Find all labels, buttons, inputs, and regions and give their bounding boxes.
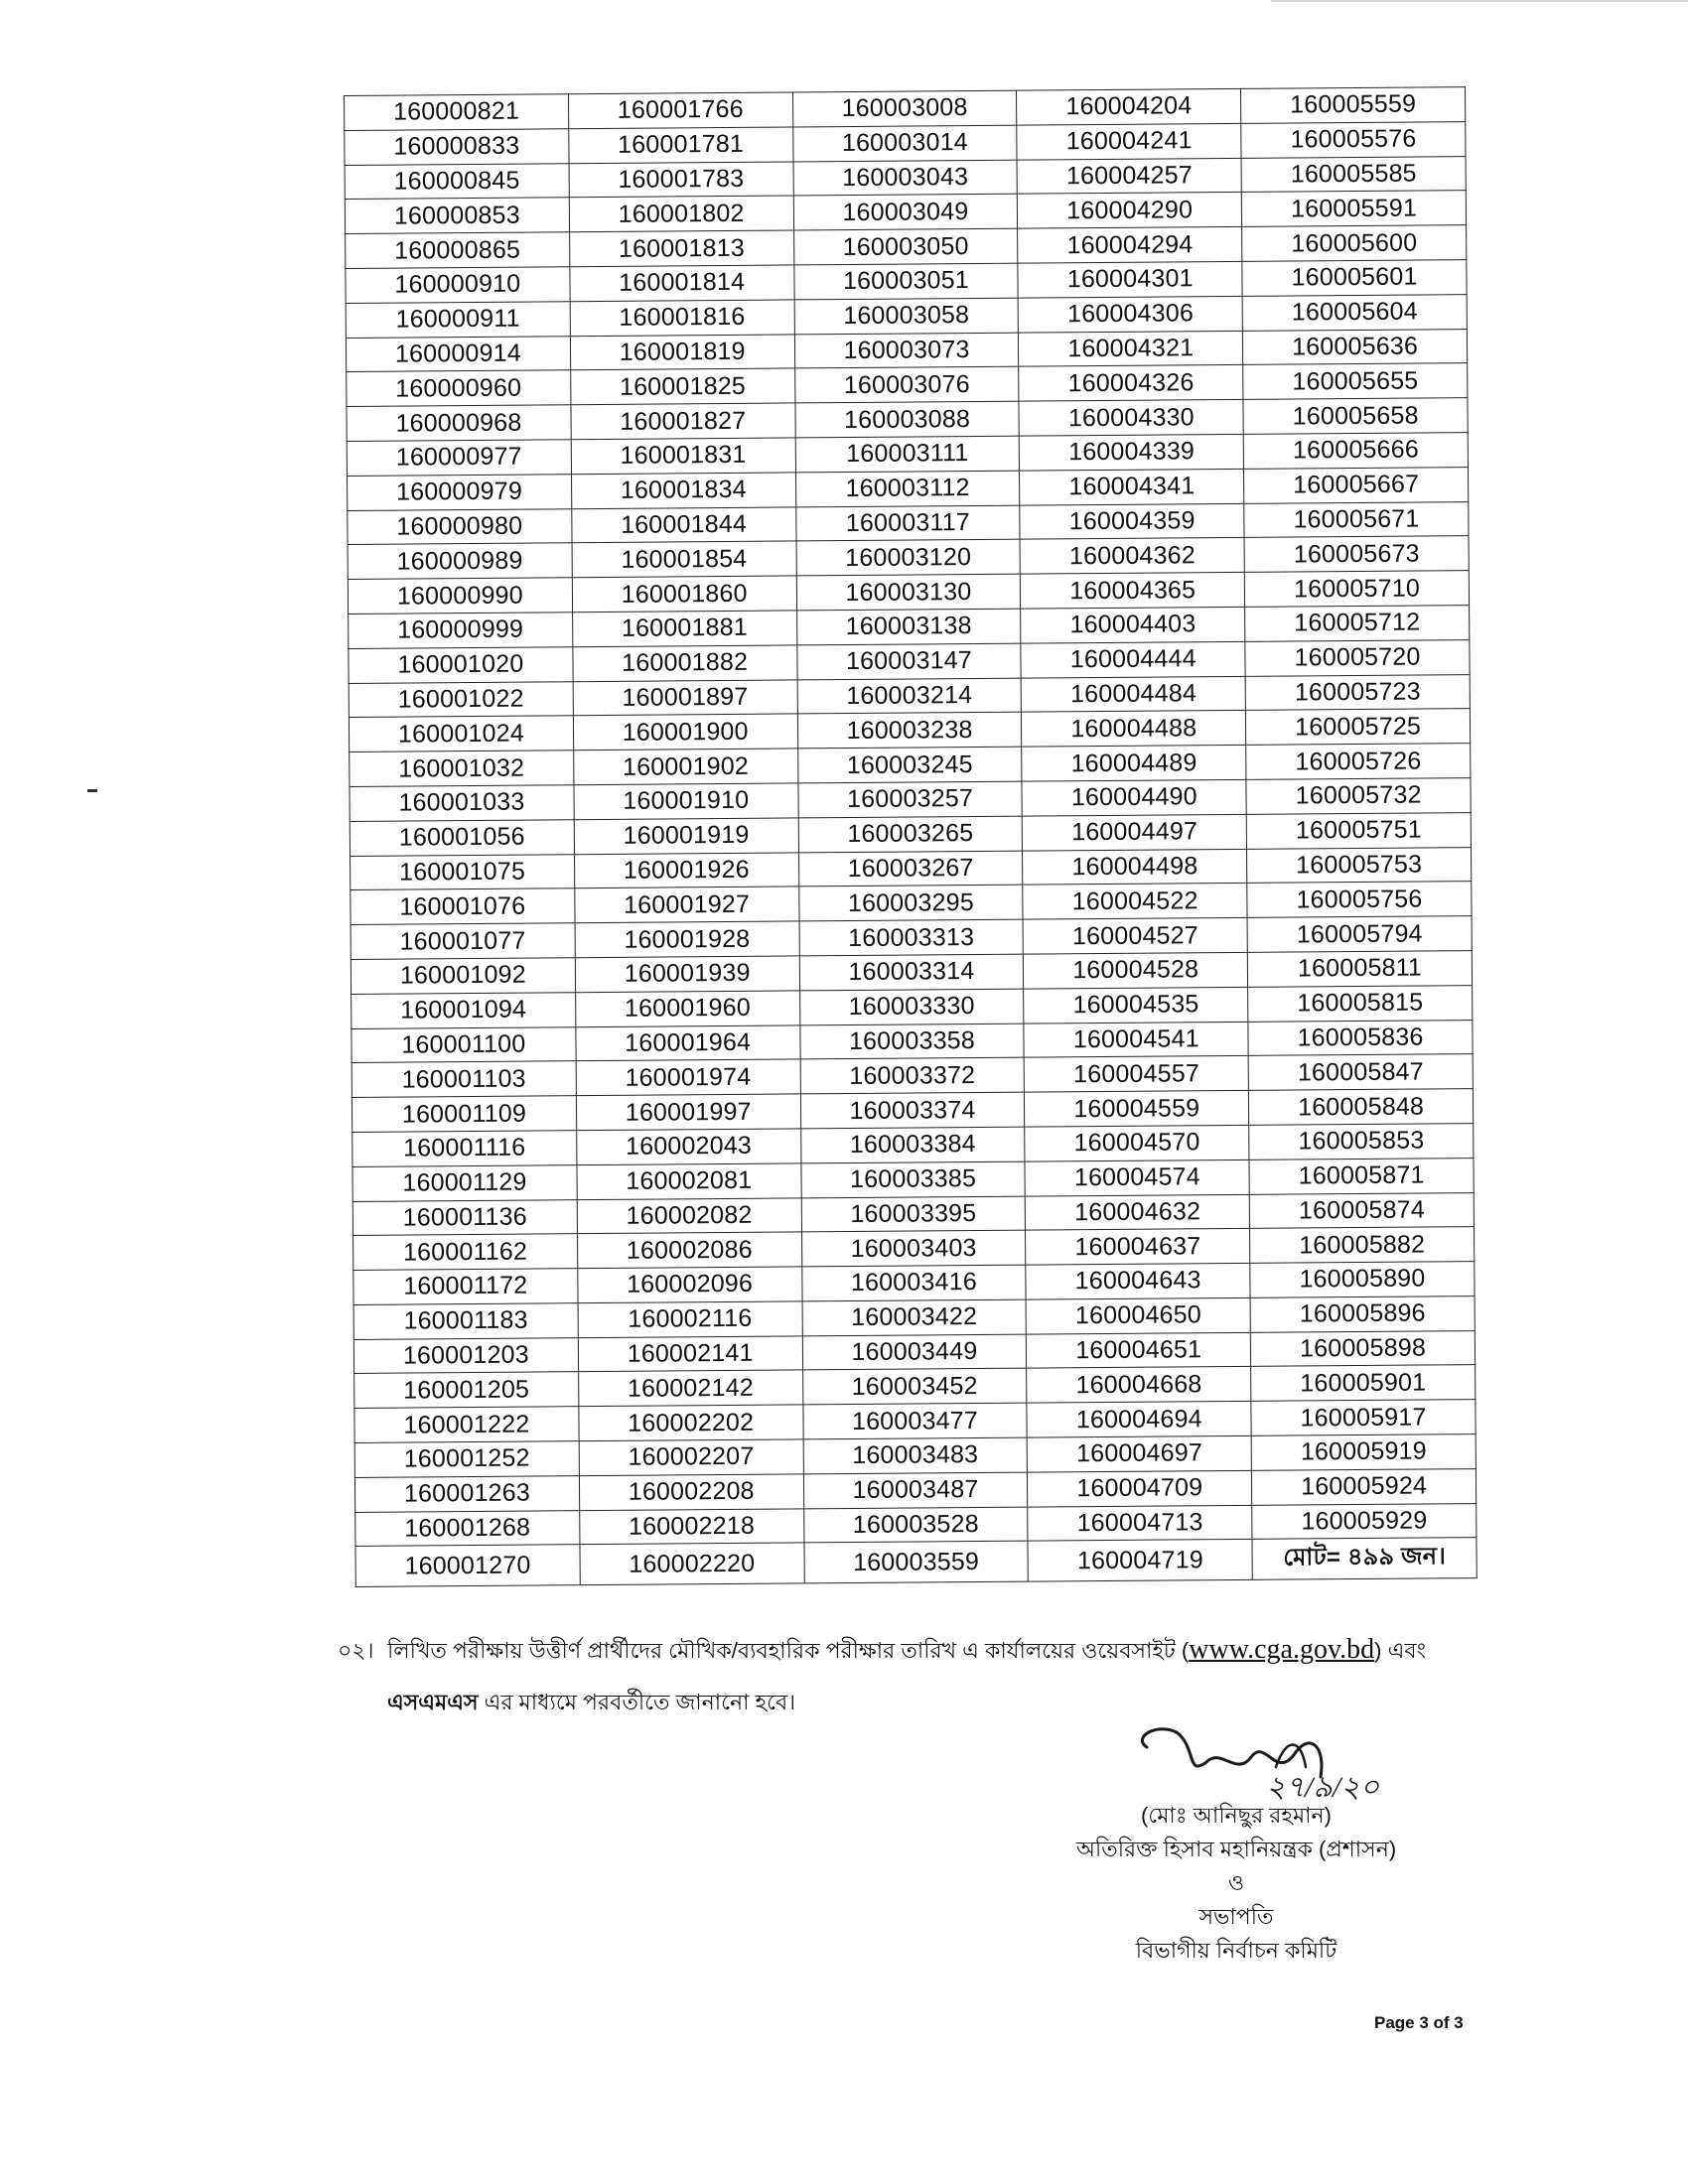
table-cell: 160004403 <box>1021 607 1245 643</box>
table-cell: 160004365 <box>1021 573 1245 610</box>
table-cell: 160003147 <box>796 643 1021 680</box>
table-cell: 160001783 <box>569 162 793 199</box>
table-cell: 160001109 <box>352 1096 576 1133</box>
table-cell: 160000911 <box>346 301 570 338</box>
table-cell: 160004326 <box>1019 365 1243 402</box>
table-cell: 160000853 <box>345 198 569 234</box>
table-cell: 160001136 <box>352 1199 577 1236</box>
notice-number: ০২। <box>338 1638 374 1663</box>
table-cell: 160003120 <box>796 540 1021 577</box>
table-cell: 160004484 <box>1022 676 1246 713</box>
table-cell: 160000979 <box>348 474 572 510</box>
table-cell: 160004321 <box>1019 331 1243 367</box>
table-cell: 160005871 <box>1249 1158 1474 1194</box>
page-number: Page 3 of 3 <box>1374 2013 1464 2032</box>
table-cell: 160003088 <box>795 401 1020 438</box>
table-cell: 160001844 <box>572 506 796 543</box>
table-cell: 160001270 <box>355 1545 580 1587</box>
table-cell: 160004330 <box>1019 400 1243 437</box>
table-cell: 160001129 <box>352 1164 577 1201</box>
table-cell: 160005600 <box>1242 225 1467 262</box>
table-cell: 160001056 <box>350 819 574 856</box>
table-cell: 160000989 <box>348 543 572 580</box>
table-cell: 160002086 <box>577 1232 801 1269</box>
table-cell: 160003051 <box>793 263 1018 300</box>
table-cell: 160003477 <box>802 1403 1027 1439</box>
table-cell: 160001076 <box>351 888 575 925</box>
table-cell: 160005658 <box>1243 398 1468 435</box>
table-cell: 160001802 <box>569 196 793 232</box>
table-cell: 160004294 <box>1018 227 1242 264</box>
table-cell: 160005576 <box>1241 121 1466 158</box>
table-cell: 160002142 <box>578 1370 802 1407</box>
table-cell: 160004643 <box>1026 1263 1250 1299</box>
table-cell: 160000968 <box>347 405 571 442</box>
table-cell: 160005671 <box>1244 501 1469 538</box>
table-cell: 160004301 <box>1018 261 1242 298</box>
table-cell: 160003416 <box>801 1265 1026 1301</box>
table-cell: 160002096 <box>578 1267 802 1303</box>
table-cell: 160001032 <box>350 751 574 787</box>
table-cell: 160001974 <box>576 1059 800 1096</box>
table-cell: 160001927 <box>575 887 799 923</box>
table-cell: 160005751 <box>1246 812 1471 849</box>
table-cell: 160003452 <box>802 1369 1027 1406</box>
table-cell: 160003111 <box>795 436 1020 473</box>
table-cell: 160003076 <box>794 367 1019 404</box>
table-cell: 160000990 <box>348 578 572 614</box>
table-cell: 160005836 <box>1248 1020 1473 1056</box>
table-cell: 160004668 <box>1027 1367 1251 1404</box>
table-cell: 160004559 <box>1025 1090 1249 1127</box>
table-cell: 160004362 <box>1020 538 1244 575</box>
table-cell: 160004290 <box>1018 193 1242 229</box>
table-cell: 160001203 <box>353 1337 578 1374</box>
table-cell: 160001910 <box>574 783 798 820</box>
table-cell: 160003559 <box>804 1542 1029 1584</box>
signatory-designation: অতিরিক্ত হিসাব মহানিয়ন্ত্রক (প্রশাসন) <box>1075 1837 1397 1862</box>
table-cell: 160003403 <box>801 1230 1026 1267</box>
table-cell: 160000821 <box>345 94 569 131</box>
table-cell: 160001854 <box>572 541 796 578</box>
table-cell: 160001077 <box>351 923 575 960</box>
table-cell: 160005559 <box>1241 87 1466 124</box>
table-cell: 160005848 <box>1249 1089 1474 1126</box>
table-cell: 160005666 <box>1243 433 1468 470</box>
table-cell: 160003267 <box>798 851 1023 887</box>
website-link[interactable]: www.cga.gov.bd <box>1189 1634 1375 1665</box>
table-cell: 160001964 <box>576 1024 800 1061</box>
table-cell: 160001939 <box>575 956 799 993</box>
table-cell: 160003008 <box>792 90 1017 127</box>
table-cell: 160003245 <box>797 747 1022 783</box>
table-cell: 160003487 <box>803 1472 1028 1509</box>
table-cell: 160003422 <box>802 1299 1027 1336</box>
signatory-committee: বিভাগীয় নির্বাচন কমিটি <box>1135 1938 1337 1964</box>
table-cell: 160004637 <box>1026 1229 1250 1266</box>
table-cell: 160002220 <box>580 1543 804 1585</box>
table-cell: 160004650 <box>1026 1297 1250 1334</box>
table-cell: 160001766 <box>568 92 792 129</box>
table-cell: 160005725 <box>1246 709 1471 746</box>
notice-text: লিখিত পরীক্ষায় উত্তীর্ণ প্রার্থীদের মৌখিক/ব্যবহারিক পরীক্ষার তারিখ এ কার্যালয়ের ওয়েবসাইট ( <box>387 1638 1190 1663</box>
exam-notice <box>338 1628 1470 1719</box>
table-cell: 160003314 <box>799 954 1024 991</box>
table-cell: 160003374 <box>800 1092 1025 1129</box>
table-cell: 160005601 <box>1242 260 1467 297</box>
table-cell: 160005815 <box>1248 985 1473 1022</box>
table-cell: 160005874 <box>1249 1192 1474 1229</box>
table-cell: 160005585 <box>1241 156 1466 193</box>
table-cell: 160005898 <box>1251 1330 1476 1367</box>
table-cell: 160003330 <box>799 989 1024 1025</box>
table-cell: 160005794 <box>1247 916 1472 953</box>
table-cell: 160001834 <box>571 473 795 509</box>
table-cell: 160003313 <box>799 919 1024 956</box>
table-cell: 160003449 <box>802 1334 1027 1371</box>
table-cell: 160001020 <box>349 646 573 683</box>
table-cell: 160001024 <box>349 716 573 752</box>
table-cell: 160001172 <box>353 1269 578 1305</box>
table-cell: 160004632 <box>1026 1194 1250 1231</box>
table-cell: 160004257 <box>1017 158 1241 195</box>
table-cell: 160001928 <box>575 921 799 958</box>
table-cell: 160000960 <box>347 370 571 407</box>
table-cell: 160004444 <box>1021 641 1245 678</box>
table-cell: 160005853 <box>1249 1124 1474 1160</box>
table-cell: 160005732 <box>1246 778 1471 815</box>
table-cell: 160001103 <box>352 1061 576 1098</box>
table-cell: 160001881 <box>572 611 796 647</box>
table-cell: 160004541 <box>1024 1022 1248 1058</box>
table-cell: 160004527 <box>1023 918 1247 955</box>
table-cell: 160000833 <box>345 129 569 166</box>
table-cell: 160000977 <box>347 440 571 477</box>
table-cell: 160000865 <box>346 232 570 269</box>
scan-mark <box>87 789 97 792</box>
table-cell: 160001781 <box>569 127 793 164</box>
table-cell: 160001116 <box>352 1131 577 1167</box>
table-cell: 160004697 <box>1028 1435 1252 1472</box>
table-cell: 160005917 <box>1251 1400 1476 1436</box>
table-cell: 160004498 <box>1023 849 1247 886</box>
table-cell: 160005882 <box>1250 1227 1475 1264</box>
table-cell: 160003295 <box>798 885 1023 921</box>
table-cell: 160003014 <box>792 125 1017 162</box>
table-cell: 160004694 <box>1027 1402 1251 1438</box>
table-cell: 160001183 <box>353 1303 578 1340</box>
signatory-block <box>1013 1799 1460 1968</box>
table-cell: 160005655 <box>1243 363 1468 400</box>
table-cell: 160001092 <box>351 958 575 995</box>
table-cell: 160005756 <box>1247 882 1472 918</box>
table-cell: 160001882 <box>573 645 797 682</box>
table-cell: 160003138 <box>796 609 1021 645</box>
table-cell: 160001268 <box>355 1510 580 1547</box>
table-cell: 160004359 <box>1020 503 1244 540</box>
table-cell: 160005726 <box>1246 744 1471 780</box>
table-cell: 160004535 <box>1024 987 1248 1024</box>
table-cell: 160004651 <box>1027 1332 1251 1369</box>
table-cell: 160001222 <box>354 1407 579 1443</box>
table-cell: 160001263 <box>354 1476 579 1513</box>
table-cell: 160000999 <box>349 613 573 649</box>
table-cell: 160004497 <box>1023 814 1247 851</box>
table-cell: 160003385 <box>801 1161 1026 1198</box>
table-cell: 160003112 <box>795 471 1020 507</box>
table-cell: 160004490 <box>1022 779 1246 816</box>
table-cell: 160001819 <box>570 335 794 371</box>
table-cell: 160004488 <box>1022 711 1246 748</box>
table-cell: 160005720 <box>1245 639 1470 676</box>
table-cell: 160003238 <box>797 713 1022 750</box>
table-cell: 160005604 <box>1242 294 1467 331</box>
notice-line-2-rest: এর মাধ্যমে পরবর্তীতে জানানো হবে। <box>478 1689 796 1714</box>
table-cell: 160001075 <box>351 854 575 890</box>
table-cell: 160004713 <box>1028 1505 1252 1542</box>
table-cell: 160001162 <box>353 1234 578 1271</box>
table-cell: 160005919 <box>1251 1434 1476 1471</box>
table-cell: 160004719 <box>1028 1540 1252 1582</box>
table-cell: 160001960 <box>575 991 799 1027</box>
table-cell: 160003130 <box>796 574 1021 611</box>
table-cell: 160002141 <box>578 1336 802 1373</box>
table-cell: 160004528 <box>1024 952 1248 989</box>
notice-text-after-url: ) এবং <box>1374 1638 1427 1663</box>
table-cell: 160005636 <box>1243 329 1468 365</box>
table-cell: 160005896 <box>1250 1296 1475 1332</box>
table-cell: 160002218 <box>579 1509 803 1546</box>
table-cell: 160001900 <box>573 714 797 751</box>
table-cell: 160004522 <box>1023 884 1247 920</box>
table-cell: 160004306 <box>1019 296 1243 333</box>
table-cell: 160000914 <box>346 336 570 372</box>
table-cell: 160005753 <box>1247 847 1472 884</box>
table-cell: 160004570 <box>1025 1125 1249 1161</box>
table-cell: 160005712 <box>1245 606 1470 642</box>
table-cell: 160003265 <box>798 816 1023 853</box>
table-cell: 160002082 <box>577 1197 801 1234</box>
table-cell: 160001022 <box>349 681 573 718</box>
table-cell: 160002116 <box>578 1301 802 1338</box>
table-cell: 160004574 <box>1025 1160 1249 1196</box>
table-cell: 160004489 <box>1022 746 1246 782</box>
table-cell: 160003214 <box>797 678 1022 715</box>
table-cell: 160003257 <box>798 781 1023 818</box>
table-cell: 160005901 <box>1251 1365 1476 1402</box>
table-cell: 160005890 <box>1250 1262 1475 1298</box>
table-cell: 160005667 <box>1244 467 1469 503</box>
table-cell: 160005673 <box>1244 536 1469 573</box>
table-cell: 160004204 <box>1017 88 1241 125</box>
table-cell: 160003043 <box>793 160 1018 197</box>
table-cell: 160001860 <box>572 576 796 613</box>
table-cell: 160001813 <box>569 230 793 267</box>
table-cell: 160003395 <box>801 1196 1026 1233</box>
table-cell: 160001997 <box>576 1094 800 1131</box>
roll-number-table <box>344 86 1477 1587</box>
table-cell: 160003049 <box>793 195 1018 231</box>
table-cell: 160002081 <box>577 1163 801 1200</box>
table-cell: 160003117 <box>795 505 1020 542</box>
table-cell: 160003483 <box>803 1437 1028 1474</box>
table-cell: 160001816 <box>570 300 794 337</box>
signatory-name: (মোঃ আনিছুর রহমান) <box>1140 1803 1333 1828</box>
signatory-conjunction: ও <box>1227 1870 1245 1896</box>
signature-date: ২৭/৯/২০ <box>1266 1771 1380 1804</box>
table-cell: 160000980 <box>348 508 572 545</box>
table-cell: 160005929 <box>1252 1503 1477 1540</box>
table-cell: 160005710 <box>1244 571 1469 608</box>
table-cell: 160000845 <box>345 163 569 200</box>
table-cell: 160005847 <box>1248 1054 1473 1091</box>
table-cell: 160004557 <box>1025 1056 1249 1093</box>
table-cell: 160001825 <box>570 368 794 405</box>
table-cell: 160001205 <box>354 1372 579 1409</box>
table-cell: 160003073 <box>794 333 1019 369</box>
table-cell: 160004339 <box>1020 434 1244 471</box>
table-cell: 160001814 <box>570 265 794 302</box>
table-cell: 160005591 <box>1241 191 1466 227</box>
table-cell: 160003050 <box>793 228 1018 265</box>
table-cell: 160003372 <box>800 1057 1025 1094</box>
table-cell: 160004341 <box>1020 469 1244 505</box>
table-cell: 160001827 <box>571 403 795 440</box>
table-cell: 160001897 <box>573 679 797 716</box>
table-cell: 160004241 <box>1017 123 1241 160</box>
table-cell: 160001926 <box>574 852 798 888</box>
table-cell: 160002207 <box>579 1439 803 1476</box>
table-cell: 160001831 <box>571 438 795 475</box>
total-count-cell: মোট= ৪৯৯ জন। <box>1252 1538 1477 1580</box>
table-cell: 160001094 <box>352 992 576 1028</box>
table-cell: 160001033 <box>350 785 574 822</box>
table-cell: 160003058 <box>794 298 1019 335</box>
table-cell: 160001100 <box>352 1026 576 1063</box>
signatory-role: সভাপতি <box>1198 1904 1274 1930</box>
table-cell: 160005723 <box>1245 674 1470 711</box>
table-cell: 160002043 <box>576 1129 800 1165</box>
scan-edge-line <box>1271 0 1688 2</box>
table-cell: 160003528 <box>803 1507 1028 1544</box>
table-cell: 160002208 <box>579 1474 803 1511</box>
table-cell: 160002202 <box>579 1405 803 1441</box>
table-cell: 160000910 <box>346 267 570 304</box>
table-cell: 160005811 <box>1247 951 1472 988</box>
table-cell: 160003384 <box>800 1127 1025 1163</box>
table-cell: 160004709 <box>1028 1470 1252 1507</box>
table-cell: 160005924 <box>1252 1468 1477 1505</box>
table-row <box>355 1538 1477 1587</box>
table-cell: 160003358 <box>799 1024 1024 1060</box>
table-cell: 160001902 <box>573 749 797 785</box>
sms-word: এসএমএস <box>387 1689 479 1714</box>
table-cell: 160001252 <box>354 1441 579 1478</box>
roll-number-table-body <box>345 87 1477 1587</box>
table-cell: 160001919 <box>574 818 798 855</box>
